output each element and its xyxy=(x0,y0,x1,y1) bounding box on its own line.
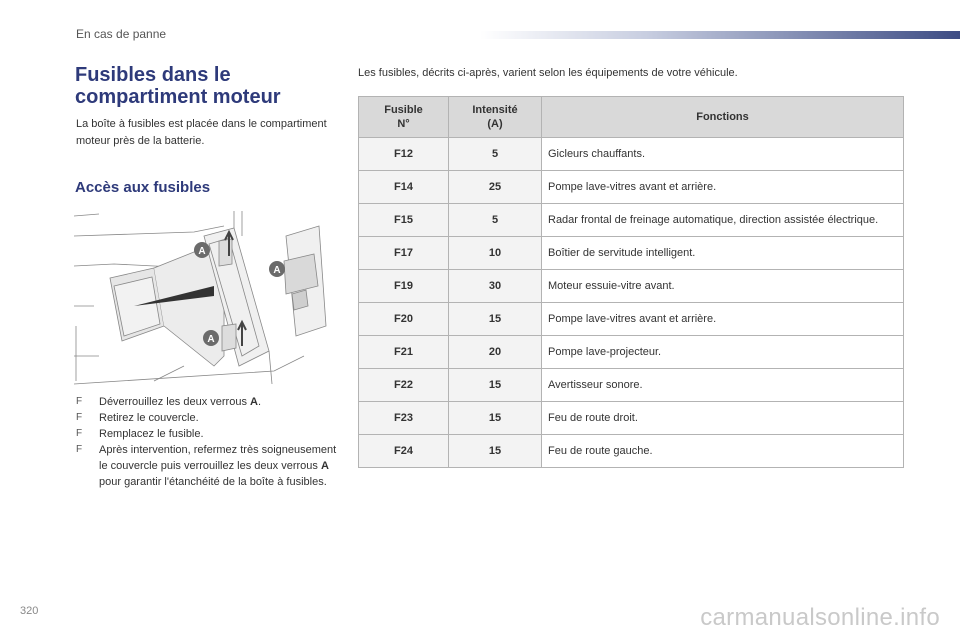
table-row xyxy=(359,402,904,435)
column-header-amperage: Intensité (A) xyxy=(449,97,542,138)
column-header-functions: Fonctions xyxy=(542,97,904,138)
function-cell: Avertisseur sonore. xyxy=(542,369,904,402)
amperage-cell: 25 xyxy=(449,171,542,204)
amperage-cell: 10 xyxy=(449,237,542,270)
table-row xyxy=(359,270,904,303)
function-cell: Radar frontal de freinage automatique, direction assistée électrique. xyxy=(542,204,904,237)
amperage-cell: 30 xyxy=(449,270,542,303)
function-cell: Pompe lave-vitres avant et arrière. xyxy=(542,303,904,336)
table-row xyxy=(359,435,904,468)
table-intro: Les fusibles, décrits ci-après, varient selon les équipements de votre véhicule. xyxy=(358,67,738,79)
bullet-icon: F xyxy=(76,412,83,423)
fuse-table xyxy=(358,96,904,468)
svg-text:A: A xyxy=(198,246,206,257)
header-bar xyxy=(480,31,960,39)
callout-a-right xyxy=(269,261,285,277)
instruction-item: F Déverrouillez les deux verrous A. xyxy=(76,396,262,408)
svg-text:A: A xyxy=(207,334,215,345)
bullet-icon: F xyxy=(76,444,83,455)
table-row xyxy=(359,369,904,402)
fuse-number-cell: F14 xyxy=(359,171,449,204)
table-row xyxy=(359,171,904,204)
instruction-list xyxy=(76,394,346,490)
function-cell: Pompe lave-projecteur. xyxy=(542,336,904,369)
function-cell: Pompe lave-vitres avant et arrière. xyxy=(542,171,904,204)
instruction-item: F Après intervention, refermez très soigneusement le couvercle puis verrouillez les deux verrous A pour garantir l'étanchéité de la boîte à fusibles. xyxy=(76,444,337,488)
instruction-item: F Retirez le couvercle. xyxy=(76,412,199,424)
amperage-cell: 5 xyxy=(449,204,542,237)
fuse-number-cell: F21 xyxy=(359,336,449,369)
table-row xyxy=(359,303,904,336)
amperage-cell: 15 xyxy=(449,435,542,468)
bullet-icon: F xyxy=(76,396,83,407)
instruction-item: F Remplacez le fusible. xyxy=(76,428,204,440)
amperage-cell: 15 xyxy=(449,369,542,402)
svg-text:A: A xyxy=(273,265,281,276)
fuse-number-cell: F24 xyxy=(359,435,449,468)
column-header-fuse: Fusible N° xyxy=(359,97,449,138)
table-row xyxy=(359,237,904,270)
bullet-icon: F xyxy=(76,428,83,439)
function-cell: Feu de route droit. xyxy=(542,402,904,435)
callout-a-upper xyxy=(194,242,210,258)
fuse-number-cell: F22 xyxy=(359,369,449,402)
section-label: En cas de panne xyxy=(76,27,167,41)
function-cell: Boîtier de servitude intelligent. xyxy=(542,237,904,270)
amperage-cell: 15 xyxy=(449,402,542,435)
callout-a-lower xyxy=(203,330,219,346)
fuse-number-cell: F19 xyxy=(359,270,449,303)
table-row xyxy=(359,336,904,369)
table-header-row xyxy=(359,97,904,138)
fuse-number-cell: F23 xyxy=(359,402,449,435)
fuse-box-diagram xyxy=(74,206,334,386)
intro-text: La boîte à fusibles est placée dans le compartiment moteur près de la batterie. xyxy=(76,118,327,147)
amperage-cell: 20 xyxy=(449,336,542,369)
page-number: 320 xyxy=(20,605,39,617)
fuse-box-illustration xyxy=(74,206,334,386)
fuse-number-cell: F17 xyxy=(359,237,449,270)
fuse-number-cell: F15 xyxy=(359,204,449,237)
amperage-cell: 15 xyxy=(449,303,542,336)
watermark: carmanualsonline.info xyxy=(700,604,940,631)
table-row xyxy=(359,204,904,237)
amperage-cell: 5 xyxy=(449,138,542,171)
section-subtitle: Accès aux fusibles xyxy=(75,179,211,196)
page-title: Fusibles dans le compartiment moteur xyxy=(75,64,281,108)
function-cell: Gicleurs chauffants. xyxy=(542,138,904,171)
fuse-number-cell: F12 xyxy=(359,138,449,171)
function-cell: Feu de route gauche. xyxy=(542,435,904,468)
function-cell: Moteur essuie-vitre avant. xyxy=(542,270,904,303)
table-row xyxy=(359,138,904,171)
fuse-number-cell: F20 xyxy=(359,303,449,336)
